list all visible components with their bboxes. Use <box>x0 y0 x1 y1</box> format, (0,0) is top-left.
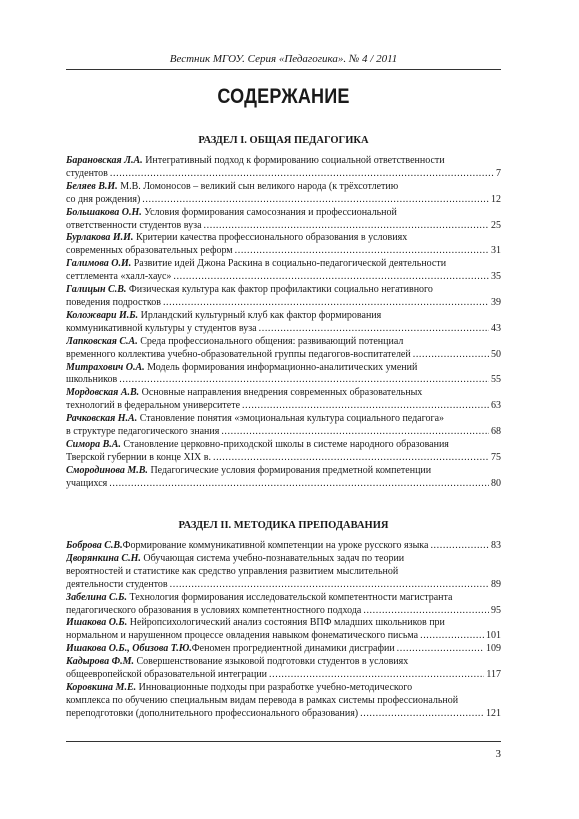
section-heading-teaching-methods: РАЗДЕЛ II. МЕТОДИКА ПРЕПОДАВАНИЯ <box>178 520 389 531</box>
toc-entry-line <box>66 465 501 478</box>
toc-entry-last-line <box>66 708 501 721</box>
leader-dots <box>163 297 489 310</box>
toc-list-section-2 <box>66 540 501 721</box>
toc-entry-title: со дня рождения) <box>66 193 141 205</box>
toc-entry-line <box>66 155 501 168</box>
toc-entry-title: переподготовки (дополнительного профессионального образования) <box>66 707 359 719</box>
leader-dots <box>397 643 484 656</box>
leader-dots <box>119 374 489 387</box>
toc-entry-title: временного коллектива учебно-образовательной группы педагогов-воспитателей <box>66 348 411 360</box>
toc-entry-author: Лапковская С.А. <box>66 335 138 347</box>
toc-entry-line <box>66 207 501 220</box>
toc-entry-page: 95 <box>491 604 501 616</box>
toc-entry-author: Коровкина М.Е. <box>66 681 137 693</box>
toc-entry-page: 89 <box>491 578 501 590</box>
toc-entry-title: комплекса по обучению специальным видам перевода в рамках системы профессиональной <box>66 694 459 706</box>
toc-entry-line <box>66 181 501 194</box>
toc-entry-last-line <box>66 349 501 362</box>
page-title: СОДЕРЖАНИЕ <box>217 85 350 108</box>
toc-entry-line <box>66 362 501 375</box>
toc-entry-title: Развитие идей Джона Раскина в социально-педагогической деятельности <box>133 258 447 270</box>
toc-entry-page: 68 <box>491 426 501 438</box>
toc-entry[interactable] <box>66 682 501 721</box>
toc-entry-title: Педагогические условия формирования предметной компетенции <box>150 464 432 476</box>
toc-entry-author: Барановская Л.А. <box>66 155 143 166</box>
leader-dots <box>413 349 489 362</box>
toc-entry-author: Боброва С.В. <box>66 540 123 551</box>
toc-entry-title: Тверской губернии в конце XIX в. <box>66 451 211 463</box>
toc-entry-title: педагогического образования в условиях компетентностного подхода <box>66 604 362 616</box>
footer-divider <box>66 741 501 742</box>
toc-entry-author: Большакова О.Н. <box>66 206 142 218</box>
toc-entry-page: 83 <box>491 540 501 551</box>
toc-entry-title: современных образовательных реформ <box>66 245 233 257</box>
toc-entry-last-line <box>66 605 501 618</box>
toc-entry-page: 109 <box>486 643 501 655</box>
leader-dots <box>269 669 484 682</box>
toc-entry-title: поведения подростков <box>66 296 161 308</box>
toc-entry-line <box>66 592 501 605</box>
toc-entry-line <box>66 695 501 708</box>
toc-entry-title: Физическая культура как фактор профилактики социально негативного <box>128 284 433 296</box>
toc-entry-title: ответственности студентов вуза <box>66 219 202 231</box>
toc-entry[interactable] <box>66 553 501 592</box>
toc-entry-title: деятельности студентов <box>66 578 168 590</box>
toc-entry-line <box>66 566 501 579</box>
leader-dots <box>360 708 484 721</box>
toc-entry-page: 35 <box>491 271 501 283</box>
toc-entry-title: Ирландский культурный клуб как фактор формирования <box>140 309 382 321</box>
toc-entry-title: Становление церковно-приходской школы в системе народного образования <box>123 438 449 450</box>
toc-entry-last-line <box>66 194 501 207</box>
leader-dots <box>259 323 489 336</box>
toc-entry-line <box>66 413 501 426</box>
toc-entry-title: в структуре педагогического знания <box>66 426 220 438</box>
toc-entry-title: Формирование коммуникативной компетенции на уроке русского языка <box>122 540 429 551</box>
toc-entry-title: коммуникативной культуры у студентов вуза <box>66 322 257 334</box>
toc-entry-last-line <box>66 245 501 258</box>
toc-entry[interactable] <box>66 181 501 207</box>
toc-entry-title: общеевропейской образовательной интеграции <box>66 669 268 681</box>
leader-dots <box>170 579 489 592</box>
toc-entry[interactable] <box>66 413 501 439</box>
toc-entry-title: школьников <box>66 374 118 386</box>
toc-entry-line <box>66 310 501 323</box>
toc-entry[interactable] <box>66 439 501 465</box>
toc-entry-line <box>66 540 501 553</box>
toc-entry-page: 63 <box>491 400 501 412</box>
toc-entry[interactable] <box>66 232 501 258</box>
toc-entry-line <box>66 643 501 656</box>
toc-entry-page: 55 <box>491 374 501 386</box>
toc-entry-author: Галицын С.В. <box>66 284 127 296</box>
toc-entry-title: технологий в федеральном университете <box>66 400 241 412</box>
toc-entry-author: Галимова О.И. <box>66 258 132 270</box>
toc-entry-title: Условия формирования самосознания и профессиональной <box>144 206 397 218</box>
toc-entry-line <box>66 232 501 245</box>
toc-entry-page: 43 <box>491 322 501 334</box>
toc-entry-title: нормальном и нарушенном процессе овладения навыком фонематического письма <box>66 630 419 642</box>
toc-entry-line <box>66 284 501 297</box>
toc-entry-author: Кадырова Ф.М. <box>66 656 134 668</box>
leader-dots <box>363 605 489 618</box>
toc-entry-title: учащихся <box>66 477 108 489</box>
toc-entry-last-line <box>66 478 501 491</box>
toc-entry[interactable] <box>66 155 501 181</box>
toc-entry-title: Обучающая система учебно-познавательных задач по теории <box>143 552 405 564</box>
toc-entry-title: М.В. Ломоносов – великий сын великого народа (к трёхсотлетию <box>120 180 399 192</box>
toc-entry-page: 7 <box>496 167 501 179</box>
toc-entry[interactable] <box>66 465 501 491</box>
toc-entry-line <box>66 617 501 630</box>
toc-entry-last-line <box>66 168 501 181</box>
journal-header: Вестник МГОУ. Серия «Педагогика». № 4 / 2011 <box>169 53 398 65</box>
toc-entry[interactable] <box>66 258 501 284</box>
toc-entry-last-line <box>66 323 501 336</box>
toc-entry-author: Ишакова О.Б., Обизова Т.Ю. <box>66 643 192 655</box>
toc-entry-author: Смородинова М.В. <box>66 464 148 476</box>
header-divider <box>66 69 501 70</box>
toc-entry-last-line <box>66 271 501 284</box>
toc-entry-page: 50 <box>491 348 501 360</box>
toc-entry-last-line <box>66 400 501 413</box>
toc-entry-last-line <box>66 426 501 439</box>
toc-entry-last-line <box>66 452 501 465</box>
toc-entry[interactable] <box>66 643 501 656</box>
toc-entry-line <box>66 682 501 695</box>
leader-dots <box>173 271 489 284</box>
toc-entry[interactable] <box>66 387 501 413</box>
toc-entry-line <box>66 656 501 669</box>
toc-entry-last-line <box>66 220 501 233</box>
toc-entry-title: Технология формирования исследовательской компетентности магистранта <box>129 591 453 603</box>
leader-dots <box>142 194 489 207</box>
toc-entry-page: 80 <box>491 477 501 489</box>
toc-entry-author: Забелина С.Б. <box>66 591 128 603</box>
toc-entry[interactable] <box>66 362 501 388</box>
toc-entry-title: Среда профессионального общения: развивающий потенциал <box>140 335 404 347</box>
toc-entry-title: Критерии качества профессионального образования в условиях <box>135 232 408 244</box>
toc-entry[interactable] <box>66 336 501 362</box>
toc-entry-author: Бурлакова И.И. <box>66 232 134 244</box>
toc-entry-line <box>66 336 501 349</box>
leader-dots <box>109 478 489 491</box>
section-heading-general-pedagogy: РАЗДЕЛ I. ОБЩАЯ ПЕДАГОГИКА <box>198 135 369 146</box>
toc-entry-title: сеттлемента «халл-хаус» <box>66 271 172 283</box>
toc-entry-page: 101 <box>486 630 501 642</box>
toc-entry-title: Модель формирования информационно-аналитических умений <box>147 361 418 373</box>
toc-entry[interactable] <box>66 592 501 618</box>
toc-entry-line <box>66 387 501 400</box>
toc-entry[interactable] <box>66 617 501 643</box>
toc-entry-line <box>66 258 501 271</box>
toc-entry[interactable] <box>66 656 501 682</box>
toc-entry[interactable] <box>66 284 501 310</box>
toc-entry[interactable] <box>66 310 501 336</box>
toc-entry-title: Совершенствование языковой подготовки студентов в условиях <box>136 656 409 668</box>
toc-entry-title: студентов <box>66 167 108 179</box>
toc-entry-line <box>66 553 501 566</box>
toc-entry-author: Дворянкина С.Н. <box>66 552 141 564</box>
leader-dots <box>204 220 489 233</box>
toc-entry-last-line <box>66 374 501 387</box>
toc-entry-author: Ишакова О.Б. <box>66 617 128 629</box>
toc-entry-page: 12 <box>491 193 501 205</box>
toc-entry-title: Нейропсихологический анализ состояния ВПФ младших школьников при <box>129 617 445 629</box>
toc-entry-page: 75 <box>491 451 501 463</box>
page-number: 3 <box>495 748 501 760</box>
toc-entry-title: вероятностей и статистике как средство управления развитием мыслительной <box>66 565 399 577</box>
leader-dots <box>213 452 489 465</box>
toc-entry-title: Становление понятия «эмоциональная культура социального педагога» <box>139 413 445 425</box>
toc-list-section-1 <box>66 155 501 491</box>
toc-entry-last-line <box>66 297 501 310</box>
toc-entry[interactable] <box>66 540 501 553</box>
toc-entry-title: Инновационные подходы при разработке учебно-методического <box>138 681 413 693</box>
toc-entry-author: Беляев В.И. <box>66 180 118 192</box>
toc-entry-page: 39 <box>491 296 501 308</box>
leader-dots <box>221 426 489 439</box>
toc-entry-last-line <box>66 630 501 643</box>
toc-entry-author: Симора В.А. <box>66 438 121 450</box>
toc-entry-author: Коложвари И.Б. <box>66 309 139 321</box>
toc-entry-line <box>66 439 501 452</box>
toc-entry-page: 121 <box>486 707 501 719</box>
leader-dots <box>110 168 494 181</box>
leader-dots <box>430 540 489 553</box>
toc-entry-page: 25 <box>491 219 501 231</box>
toc-entry-author: Мордовская А.В. <box>66 387 140 399</box>
toc-entry[interactable] <box>66 207 501 233</box>
toc-entry-page: 117 <box>486 669 501 681</box>
leader-dots <box>235 245 489 258</box>
toc-entry-author: Рачковская Н.А. <box>66 413 138 425</box>
toc-entry-last-line <box>66 669 501 682</box>
leader-dots <box>420 630 484 643</box>
toc-entry-last-line <box>66 579 501 592</box>
toc-entry-title: Феномен прогредиентной динамики дисграфии <box>191 643 395 655</box>
toc-entry-title: Основные направления внедрения современных образовательных <box>141 387 423 399</box>
toc-entry-title: Интегративный подход к формированию социальной ответственности <box>145 155 445 166</box>
toc-entry-page: 31 <box>491 245 501 257</box>
toc-entry-author: Митрахович О.А. <box>66 361 145 373</box>
leader-dots <box>242 400 489 413</box>
